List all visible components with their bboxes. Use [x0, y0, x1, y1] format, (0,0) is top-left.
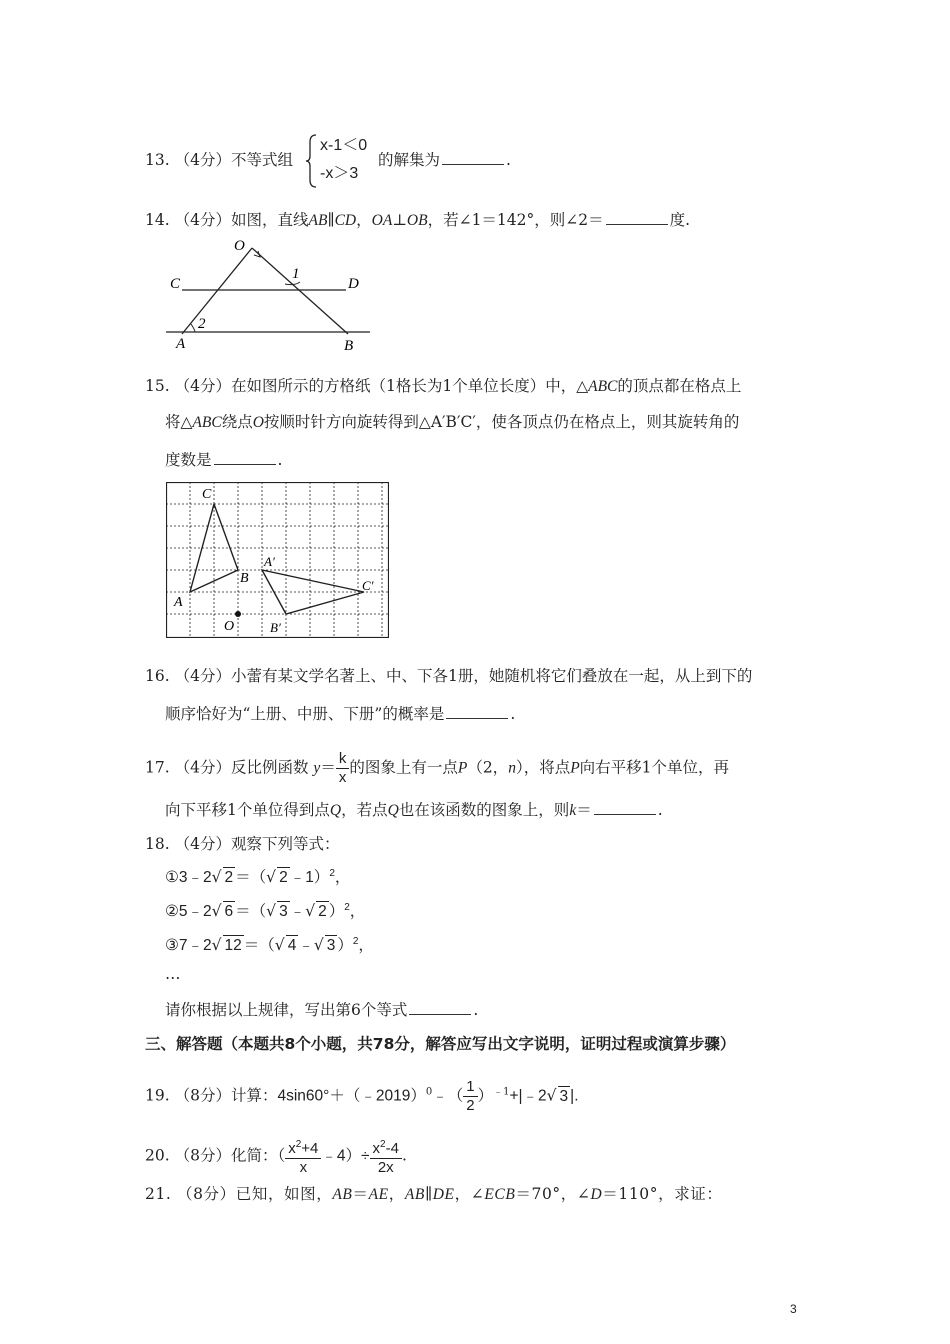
q18-eq1-root1: 2 [224, 869, 234, 887]
q17-p-2: P [570, 759, 580, 777]
q21-c2: ，∠ [454, 1185, 485, 1203]
q21-ab: AB [332, 1186, 353, 1203]
section-3-heading: 三、解答题（本题共8个小题，共78分，解答应写出文字说明，证明过程或演算步骤） [145, 1035, 736, 1053]
sqrt-icon: √ [266, 868, 277, 887]
q21-ae: AE [368, 1186, 389, 1203]
q17-line-1 [145, 750, 729, 787]
q15-abc: ABC [588, 378, 618, 395]
q17-text-c: （2， [467, 758, 509, 777]
q20-frac2-den: 2x [377, 1159, 394, 1176]
q14-oa: OA [371, 212, 393, 229]
q19-sup0: 0 [425, 1086, 433, 1098]
q18-ask: 请你根据以上规律，写出第6个等式 [165, 1001, 408, 1019]
q17-text-b: 的图象上有一点 [349, 758, 458, 777]
q15-score: （4分） [174, 377, 231, 395]
q14-comma: ， [356, 211, 372, 229]
q19-frac-den: 2 [466, 1097, 475, 1114]
q20-frac2-num [370, 1136, 402, 1159]
q15-text-2c: 按顺时针方向旋转得到△A′B′C′，使各顶点仍在格点上，则其旋转角的 [263, 413, 740, 431]
q18-eq1-d: ， [334, 869, 351, 887]
q17-score: （4分） [174, 758, 231, 777]
q14-cd: CD [334, 212, 357, 229]
q13-text-b: 的解集为 [378, 151, 441, 169]
q15-text-3: 度数是 [165, 451, 212, 469]
q18-eq3-root1: 12 [224, 937, 242, 955]
q19 [145, 1078, 579, 1115]
q14-fig-label-d: D [348, 276, 359, 292]
q18-eq3-d: ） [337, 937, 353, 955]
q18-ask-line [165, 1000, 478, 1020]
q19-fraction [463, 1078, 477, 1115]
q20-frac2-x: x [372, 1140, 381, 1157]
q18-eq-3 [165, 932, 374, 956]
q15-text-2a: 将△ [165, 413, 193, 431]
q18-score: （4分） [174, 835, 231, 853]
q14-score: （4分） [174, 211, 231, 229]
q18-eq1-root2: 2 [279, 869, 288, 887]
q18-eq3-a: ③7﹣2 [165, 937, 212, 955]
q17-text-2a: 向下平移1个单位得到点 [165, 801, 330, 819]
q13-tail [378, 150, 511, 170]
q18-eq-2 [165, 898, 365, 922]
q15-fig-label-o: O [224, 619, 235, 634]
q17-text-a: 反比例函数 [230, 758, 309, 777]
q20-number: 20. [145, 1146, 170, 1165]
q21-d: D [590, 1186, 603, 1203]
q19-score: （8分） [174, 1086, 231, 1105]
q18-end: . [473, 1001, 479, 1019]
q17-answer-blank [594, 800, 656, 815]
q13-answer-blank [442, 150, 504, 165]
q17-text-2d: ＝ [576, 801, 592, 819]
q19-close: ） [477, 1087, 494, 1105]
q14-end: 度. [669, 211, 691, 229]
q18-eq1-a: ①3﹣2 [165, 869, 212, 887]
q21-par: ∥ [425, 1185, 433, 1203]
q15-grid-figure [166, 482, 389, 638]
q18-eq3-root3: 3 [326, 937, 336, 955]
q20-text: 化简：（ [230, 1146, 286, 1165]
q20-frac1-rest: +4 [301, 1140, 319, 1157]
q17-frac-num: k [336, 750, 350, 769]
q14-parallel: ∥ [327, 211, 335, 229]
q16-answer-blank [446, 704, 508, 719]
q15-text-1b: 的顶点都在格点上 [617, 377, 742, 395]
q20-frac1-sup: 2 [295, 1139, 302, 1150]
q15-line-3 [165, 450, 282, 470]
sqrt-icon: √ [266, 902, 277, 921]
q18-eq2-c: ﹣ [289, 903, 306, 921]
q16-text-2: 顺序恰好为“上册、中册、下册”的概率是 [165, 705, 445, 723]
q18-eq2-d: ） [328, 903, 345, 921]
q18-eq1-b: ＝（ [235, 869, 267, 887]
q15-o: O [252, 414, 264, 431]
q15-line-2 [165, 412, 739, 433]
q15-abc-2: ABC [192, 414, 222, 431]
q13-system-brace [306, 134, 316, 188]
sqrt-icon: √ [274, 936, 285, 955]
q21-de: DE [432, 1186, 455, 1203]
q15-fig-label-a1: A′ [264, 554, 275, 569]
q16-end: . [510, 705, 516, 723]
q17-n: n [508, 759, 516, 777]
sqrt-icon: √ [211, 868, 222, 887]
q13-inequality-2: -x＞3 [320, 165, 359, 182]
q18-answer-blank [409, 1000, 471, 1015]
q18-eq2-e: ， [349, 903, 366, 921]
q13 [145, 150, 293, 170]
sqrt-icon: √ [305, 902, 316, 921]
q14-ab: AB [308, 212, 328, 229]
q18-eq3-c: ﹣ [298, 937, 314, 955]
q19-text: 计算：4sin60°＋（﹣2019） [230, 1087, 426, 1105]
q17-text-2b: ，若点 [341, 801, 388, 819]
q15-fig-label-b1: B′ [270, 620, 281, 635]
q17-q-2: Q [387, 802, 399, 819]
q14-text-b: ，若∠1＝142°，则∠2＝ [427, 211, 604, 229]
q17-number: 17. [145, 758, 170, 777]
q15-fig-label-b: B [240, 571, 249, 586]
q15-text-1: 在如图所示的方格纸（1格长为1个单位长度）中，△ [230, 377, 589, 395]
q20-frac2-rest: -4 [385, 1140, 399, 1157]
q13-end: . [506, 151, 511, 169]
q15-fig-label-c: C [202, 487, 212, 502]
q15-line-1 [145, 376, 741, 397]
q19-end: |. [570, 1087, 579, 1105]
q20-fraction-1 [285, 1136, 321, 1177]
q19-minus: ﹣（ [432, 1087, 464, 1105]
q20-score: （8分） [174, 1146, 231, 1165]
q14-fig-label-b: B [344, 338, 354, 354]
q18-line-1 [145, 834, 339, 854]
q17-p: P [457, 759, 468, 777]
q14-figure [160, 236, 380, 354]
q15-text-2b: 绕点 [221, 413, 253, 431]
q20-frac1-den: x [299, 1159, 308, 1176]
q14 [145, 210, 690, 231]
q18-eq1-sup: 2 [329, 868, 335, 879]
q21-c1: ， [388, 1185, 405, 1203]
q19-root: 3 [559, 1087, 569, 1105]
q18-eq2-b: ＝（ [235, 903, 267, 921]
q20-frac1-x: x [288, 1140, 296, 1157]
q14-fig-label-2: 2 [198, 316, 206, 332]
q17-fraction [336, 750, 350, 787]
q21-ecb: ECB [484, 1186, 516, 1203]
q21 [145, 1184, 723, 1205]
q17-end: . [657, 801, 663, 819]
sqrt-icon: √ [313, 936, 324, 955]
q16-line-2 [165, 704, 515, 724]
q15-end: . [277, 451, 283, 469]
q21-text: 已知，如图， [235, 1185, 333, 1203]
q19-frac-num: 1 [463, 1078, 477, 1097]
q21-eq: ＝ [352, 1185, 369, 1203]
q17-frac-den: x [338, 769, 347, 786]
q17-y: y [313, 759, 321, 777]
q17-k: k [569, 802, 577, 819]
q18-eq3-e: ， [358, 937, 374, 955]
q18-number: 18. [145, 835, 170, 853]
q18-eq2-a: ②5﹣2 [165, 903, 212, 921]
q13-number: 13. [145, 151, 170, 169]
q17-q: Q [329, 802, 342, 819]
q16-line-1 [145, 666, 752, 686]
q18-text: 观察下列等式： [230, 835, 340, 853]
sqrt-icon: √ [211, 902, 222, 921]
q14-fig-label-1: 1 [292, 266, 300, 282]
q20-fraction-2 [370, 1136, 402, 1177]
q13-inequality-1: x-1＜0 [320, 137, 368, 154]
q20-frac1-num [285, 1136, 321, 1159]
q20-end: . [401, 1146, 407, 1165]
q21-number: 21. [145, 1185, 172, 1203]
q18-eq-1 [165, 864, 350, 888]
q16-number: 16. [145, 667, 170, 685]
q18-eq2-sup: 2 [344, 902, 350, 913]
q18-eq1-c: ﹣1） [289, 869, 330, 887]
q21-ab-2: AB [404, 1186, 425, 1203]
q17-text-2c: 也在该函数的图象上，则 [398, 801, 570, 819]
q17-eq: ＝ [320, 758, 336, 777]
q18-dots: … [165, 965, 181, 983]
q19-number: 19. [145, 1086, 170, 1105]
q15-fig-label-c1: C′ [362, 578, 374, 593]
sqrt-icon: √ [546, 1086, 557, 1105]
q18-eq3-b: ＝（ [243, 937, 275, 955]
page-number: 3 [790, 1302, 797, 1316]
q14-text-a: 如图，直线 [230, 211, 309, 229]
q21-v2: ＝110°，求证： [602, 1185, 723, 1203]
q19-plus: +|﹣2 [509, 1087, 547, 1105]
sqrt-icon: √ [211, 936, 222, 955]
q18-eq2-root2: 3 [279, 903, 288, 921]
q14-number: 14. [145, 211, 170, 229]
q15-answer-blank [214, 450, 276, 465]
q16-text-1: 小蕾有某文学名著上、中、下各1册，她随机将它们叠放在一起，从上到下的 [230, 667, 753, 685]
q14-ob: OB [406, 212, 428, 229]
q15-fig-label-a: A [174, 595, 183, 610]
q15-number: 15. [145, 377, 170, 395]
q17-text-d: ），将点 [515, 758, 571, 777]
q14-fig-label-c: C [170, 276, 181, 292]
q18-eq2-root3: 2 [318, 903, 327, 921]
q20-frac2-sup: 2 [380, 1139, 386, 1150]
q20-mid: ﹣4）÷ [321, 1147, 370, 1165]
q18-eq2-root1: 6 [224, 903, 234, 921]
q19-sup-m1: ﹣1 [493, 1086, 510, 1098]
q21-score: （8分） [176, 1185, 236, 1203]
q18-eq3-sup: 2 [352, 936, 359, 947]
q14-fig-label-a: A [176, 336, 186, 352]
q21-v1: ＝70°，∠ [515, 1185, 591, 1203]
q13-score: （4分） [174, 151, 231, 169]
q20 [145, 1136, 407, 1177]
q13-text-a: 不等式组 [230, 151, 293, 169]
q14-perp: ⊥ [392, 211, 407, 229]
q16-score: （4分） [174, 667, 231, 685]
q17-line-2 [165, 800, 663, 821]
q14-fig-label-o: O [234, 238, 245, 254]
q17-text-e: 向右平移1个单位，再 [579, 758, 730, 777]
q14-answer-blank [606, 210, 668, 225]
q18-eq3-root2: 4 [287, 937, 297, 955]
